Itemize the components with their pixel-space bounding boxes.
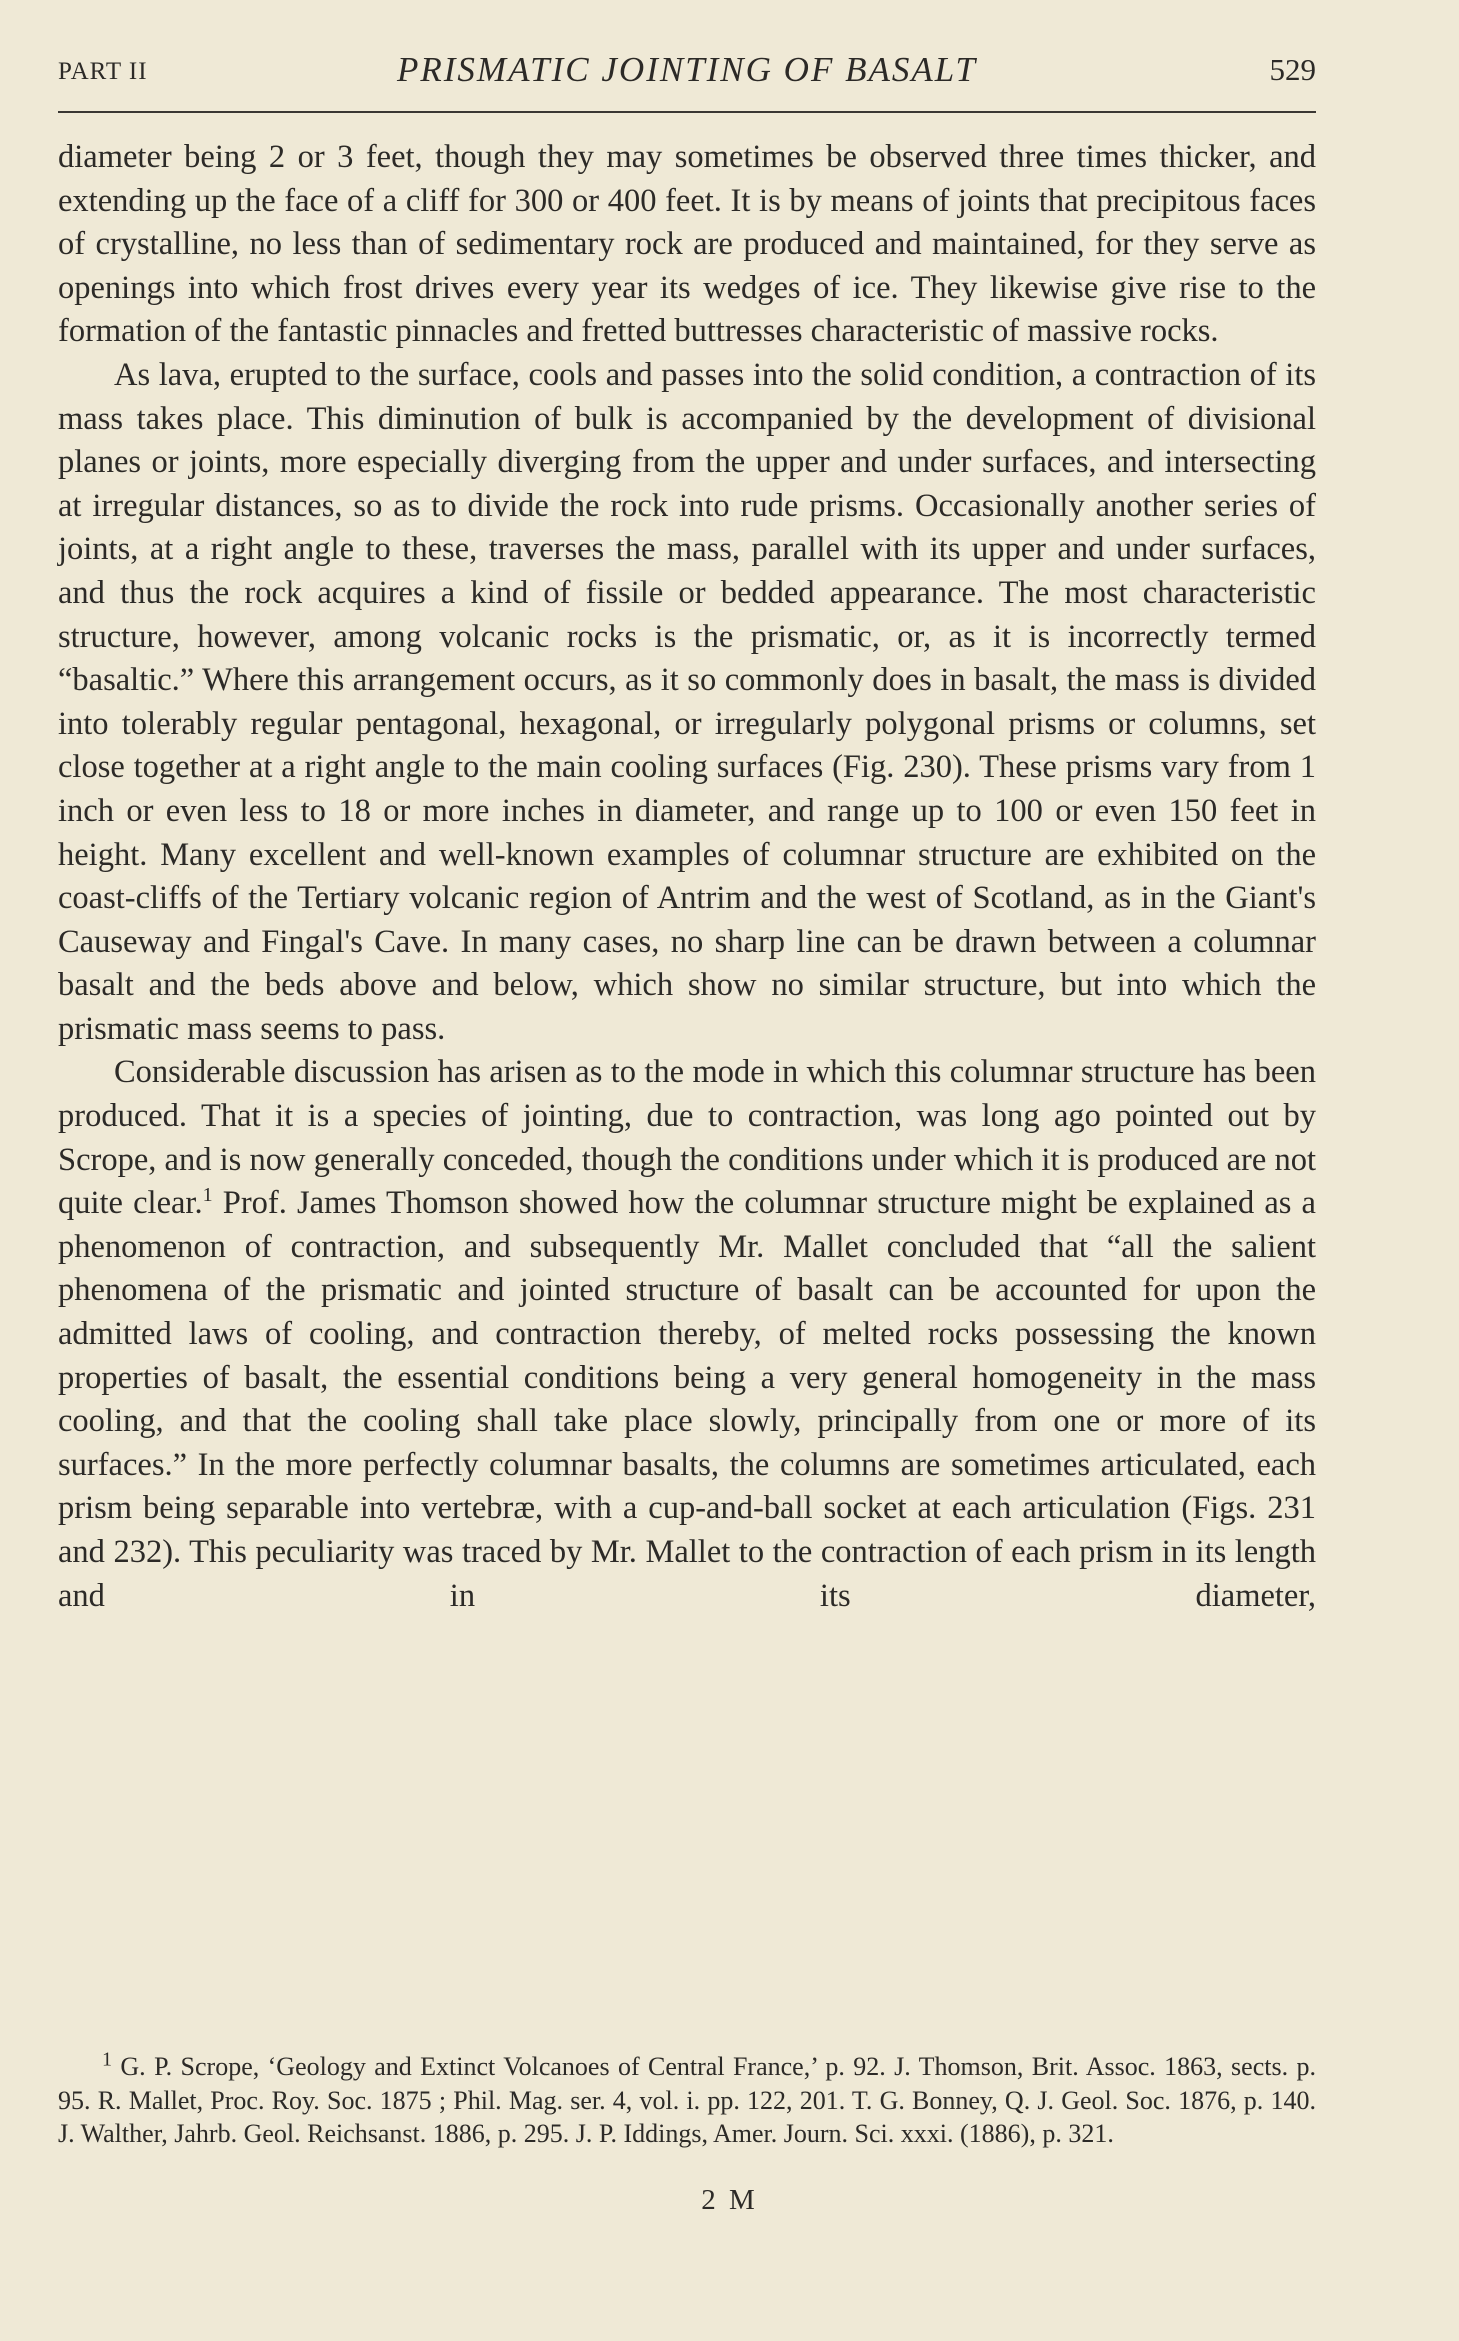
body-text (58, 136, 1316, 1618)
header-rule (58, 111, 1316, 113)
footnote-reference: 1 (202, 1184, 213, 1207)
paragraph-2: As lava, erupted to the surface, cools and passes into the solid condition, a contraction of its mass takes place. This diminution of bulk is accompanied by the development of divisional planes or joints, more especially diverging from the upper and under surfaces, and intersecting at irregular distances, so as to divide the rock into rude prisms. Occasionally another series of joints, at a right angle to these, traverses the mass, parallel with its upper and under surfaces, and thus the rock acquires a kind of fissile or bedded appearance. The most characteristic structure, however, among volcanic rocks is the prismatic, or, as it is incorrectly termed “basaltic.” Where this arrangement occurs, as it so commonly does in basalt, the mass is divided into tolerably regular pentagonal, hexagonal, or irregularly polygonal prisms or columns, set close together at a right angle to the main cooling surfaces (Fig. 230). These prisms vary from 1 inch or even less to 18 or more inches in diameter, and range up to 100 or even 150 feet in height. Many excellent and well-known examples of columnar structure are exhibited on the coast-cliffs of the Tertiary volcanic region of Antrim and the west of Scotland, as in the Giant's Causeway and Fingal's Cave. In many cases, no sharp line can be drawn between a columnar basalt and the beds above and below, which show no similar structure, but into which the prismatic mass seems to pass. (58, 356, 1316, 1047)
part-label: PART II (58, 58, 148, 85)
footnote-text (58, 2050, 1316, 2151)
paragraph-1: diameter being 2 or 3 feet, though they may sometimes be observed three times thicker, and extending up the face of a cliff for 300 or 400 feet. It is by means of joints that precipitous faces of crystalline, no less than of sedimentary rock are produced and maintained, for they serve as openings into which frost drives every year its wedges of ice. They likewise give rise to the formation of the fantastic pinnacles and fretted buttresses characteristic of massive rocks. (58, 139, 1316, 350)
page-title: PRISMATIC JOINTING OF BASALT (397, 50, 977, 89)
signature-mark: 2 M (701, 2184, 758, 2216)
paragraph-3-part-1: Considerable discussion has arisen as to the mode in which this columnar structure has been produced. That it is a species of jointing, due to contraction, was long ago pointed out by Scrope, and is now generally conceded, though the conditions under which it is produced are not quite clear. (58, 1054, 1316, 1222)
running-header (58, 50, 1316, 100)
page-number: 529 (1269, 52, 1316, 87)
footnote-mark: 1 (102, 2048, 112, 2071)
footnote (58, 2050, 1316, 2151)
paragraph-3-part-2: Prof. James Thomson showed how the columnar structure might be explained as a phenomenon of contraction, and subsequently Mr. Mallet concluded that “all the salient phenomena of the prismatic and jointed structure of basalt can be accounted for upon the admitted laws of cooling, and contraction thereby, of melted rocks possessing the known properties of basalt, the essential conditions being a very general homogeneity in the mass cooling, and that the cooling shall take place slowly, principally from one or more of its surfaces.” In the more perfectly columnar basalts, the columns are sometimes articulated, each prism being separable into vertebræ, with a cup-and-ball socket at each articulation (Figs. 231 and 232). This peculiarity was traced by Mr. Mallet to the contraction of each prism in its length and in its diameter, (58, 1185, 1316, 1614)
footnote-body: G. P. Scrope, ‘Geology and Extinct Volcanoes of Central France,’ p. 92. J. Thomson, Brit. Assoc. 1863, sects. p. 95. R. Mallet, Proc. Roy. Soc. 1875 ; Phil. Mag. ser. 4, vol. i. pp. 122, 201. T. G. Bonney, Q. J. Geol. Soc. 1876, p. 140. J. Walther, Jahrb. Geol. Reichsanst. 1886, p. 295. J. P. Iddings, Amer. Journ. Sci. xxxi. (1886), p. 321. (58, 2052, 1316, 2148)
paragraph-3 (58, 1051, 1316, 1618)
